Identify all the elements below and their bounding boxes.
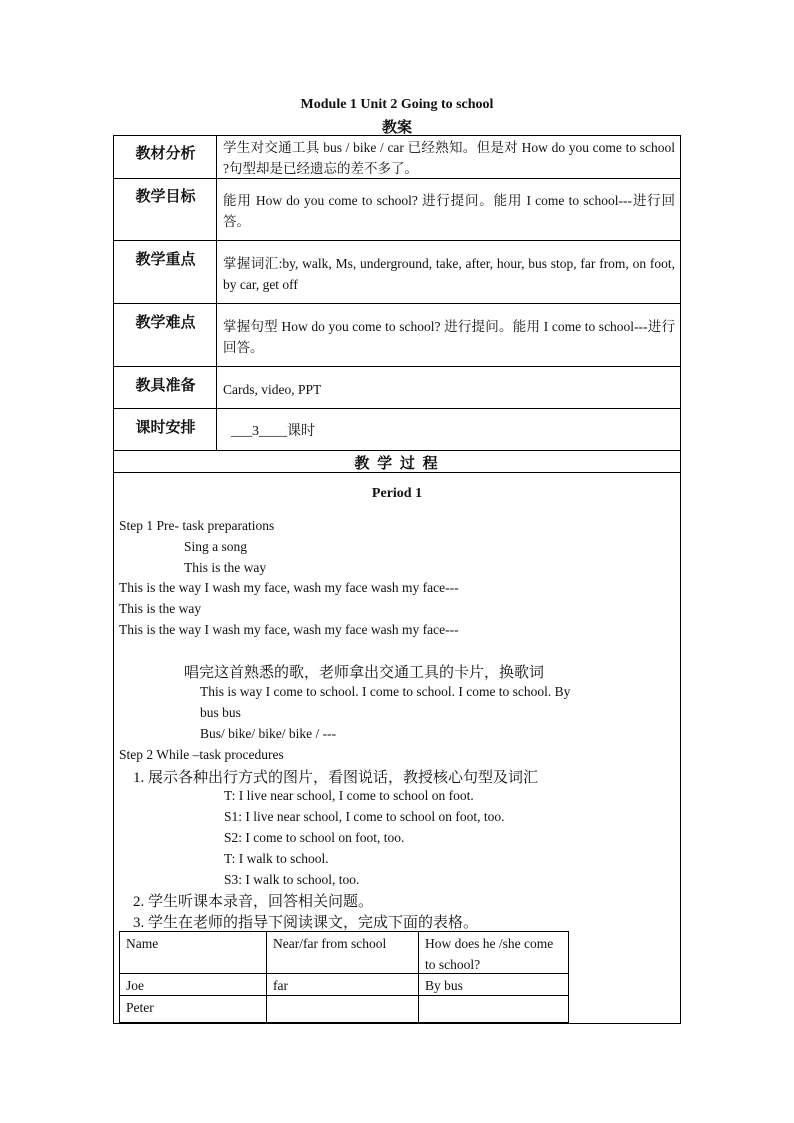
process-item: 2. 学生听课本录音，回答相关问题。 [133,894,374,910]
song-lyric-line: This is the way I wash my face, wash my face wash my face--- [119,580,459,595]
table-header-distance: Near/far from school [273,936,387,951]
table-cell: Peter [126,1000,154,1015]
row-label-difficulties: 教学难点 [135,315,196,331]
schedule-value: 3 [252,424,259,439]
step-2-heading: Step 2 While –task procedures [119,747,284,762]
row-divider [113,303,681,304]
row-content-analysis: 学生对交通工具 bus / bike / car 已经熟知。但是对 How do you come to school ?句型却是已经遗忘的差不多了。 [223,140,675,176]
row-content-objectives: 能用 How do you come to school? 进行提问。能用 I come to school---进行回答。 [223,193,675,229]
dialogue-line: T: I walk to school. [224,851,329,866]
step-1-heading: Step 1 Pre- task preparations [119,518,275,533]
schedule-unit: 课时 [287,424,315,439]
row-label-key-points: 教学重点 [135,252,196,268]
row-divider [113,366,681,367]
dialogue-line: S1: I live near school, I come to school on foot, too. [224,809,505,824]
dialogue-line: T: I live near school, I come to school on foot. [224,788,474,803]
process-line: Bus/ bike/ bike/ bike / --- [200,726,337,741]
table-cell: By bus [425,978,463,993]
dialogue-line: S2: I come to school on foot, too. [224,830,405,845]
table-column-divider [266,931,267,1023]
process-line: 唱完这首熟悉的歌，老师拿出交通工具的卡片，换歌词 [184,665,545,681]
process-line: This is the way [184,560,267,575]
row-content-difficulties: 掌握句型 How do you come to school? 进行提问。能用 I come to school---进行回答。 [223,319,675,355]
table-row-divider [119,995,569,996]
row-label-materials: 教具准备 [135,378,196,394]
process-item: 3. 学生在老师的指导下阅读课文，完成下面的表格。 [133,915,479,931]
table-header-transport: How does he /she come to school? [425,936,554,972]
row-divider [113,240,681,241]
process-line: Sing a song [184,539,248,554]
song-lyric-line: This is the way I wash my face, wash my face wash my face--- [119,622,459,637]
row-label-schedule: 课时安排 [135,420,196,436]
row-divider [113,450,681,451]
row-divider [113,408,681,409]
table-cell: far [273,978,288,993]
row-label-analysis: 教材分析 [135,146,196,162]
period-title: Period 1 [371,486,423,501]
document-subtitle: 教案 [381,120,412,136]
process-line: This is way I come to school. I come to school. I come to school. By [200,684,571,699]
process-line: bus bus [200,705,241,720]
process-header: 教 学 过 程 [354,456,440,472]
row-label-objectives: 教学目标 [135,189,196,205]
process-item: 1. 展示各种出行方式的图片，看图说话，教授核心句型及词汇 [133,770,539,786]
table-column-divider [418,931,419,1023]
schedule-blank-pre: ___ [231,424,252,439]
table-cell: Joe [126,978,144,993]
row-content-key-points: 掌握词汇:by, walk, Ms, underground, take, after, hour, bus stop, far from, on foot, by car, get off [223,256,675,292]
table-header-name: Name [126,936,159,951]
schedule-blank-post: ____ [259,424,287,439]
document-title: Module 1 Unit 2 Going to school [300,97,494,112]
row-content-schedule [223,421,675,442]
song-lyric-line: This is the way [119,601,202,616]
dialogue-line: S3: I walk to school, too. [224,872,360,887]
column-divider [216,135,217,450]
row-content-materials: Cards, video, PPT [223,382,322,397]
